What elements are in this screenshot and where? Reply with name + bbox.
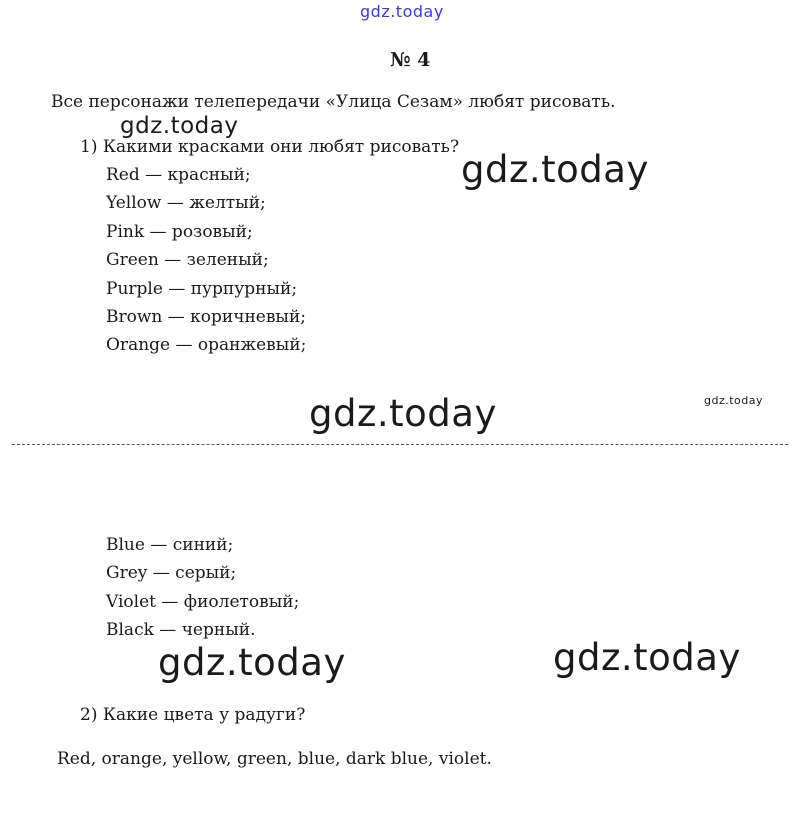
list-item: Orange — оранжевый; xyxy=(106,335,307,356)
watermark: gdz.today xyxy=(553,636,741,679)
watermark-small: gdz.today xyxy=(704,394,764,407)
list-item: Pink — розовый; xyxy=(106,221,253,242)
watermark: gdz.today xyxy=(309,392,497,435)
watermark: gdz.today xyxy=(120,113,239,139)
list-item: Black — черный. xyxy=(106,620,256,641)
list-item: Green — зеленый; xyxy=(106,250,269,271)
watermark-top: gdz.today xyxy=(360,2,444,21)
watermark: gdz.today xyxy=(158,641,346,684)
list-item: Blue — синий; xyxy=(106,535,234,555)
answer-2: Red, orange, yellow, green, blue, dark blue, violet. xyxy=(57,749,492,769)
page-break-divider xyxy=(12,444,788,445)
color-list-part-2 xyxy=(106,531,299,645)
list-item: Brown — коричневый; xyxy=(106,306,307,327)
color-list-part-1 xyxy=(106,161,306,360)
list-item: Violet — фиолетовый; xyxy=(106,591,300,612)
list-item: Yellow — желтый; xyxy=(106,193,266,214)
question-2: 2) Какие цвета у радуги? xyxy=(80,705,306,725)
list-item: Purple — пурпурный; xyxy=(106,278,298,299)
intro-text: Все персонажи телепередачи «Улица Сезам» любят рисовать. xyxy=(51,92,616,112)
watermark: gdz.today xyxy=(461,148,649,191)
list-item: Red — красный; xyxy=(106,165,251,185)
exercise-number: № 4 xyxy=(390,49,431,71)
question-1: 1) Какими красками они любят рисовать? xyxy=(80,137,460,157)
list-item: Grey — серый; xyxy=(106,563,237,584)
